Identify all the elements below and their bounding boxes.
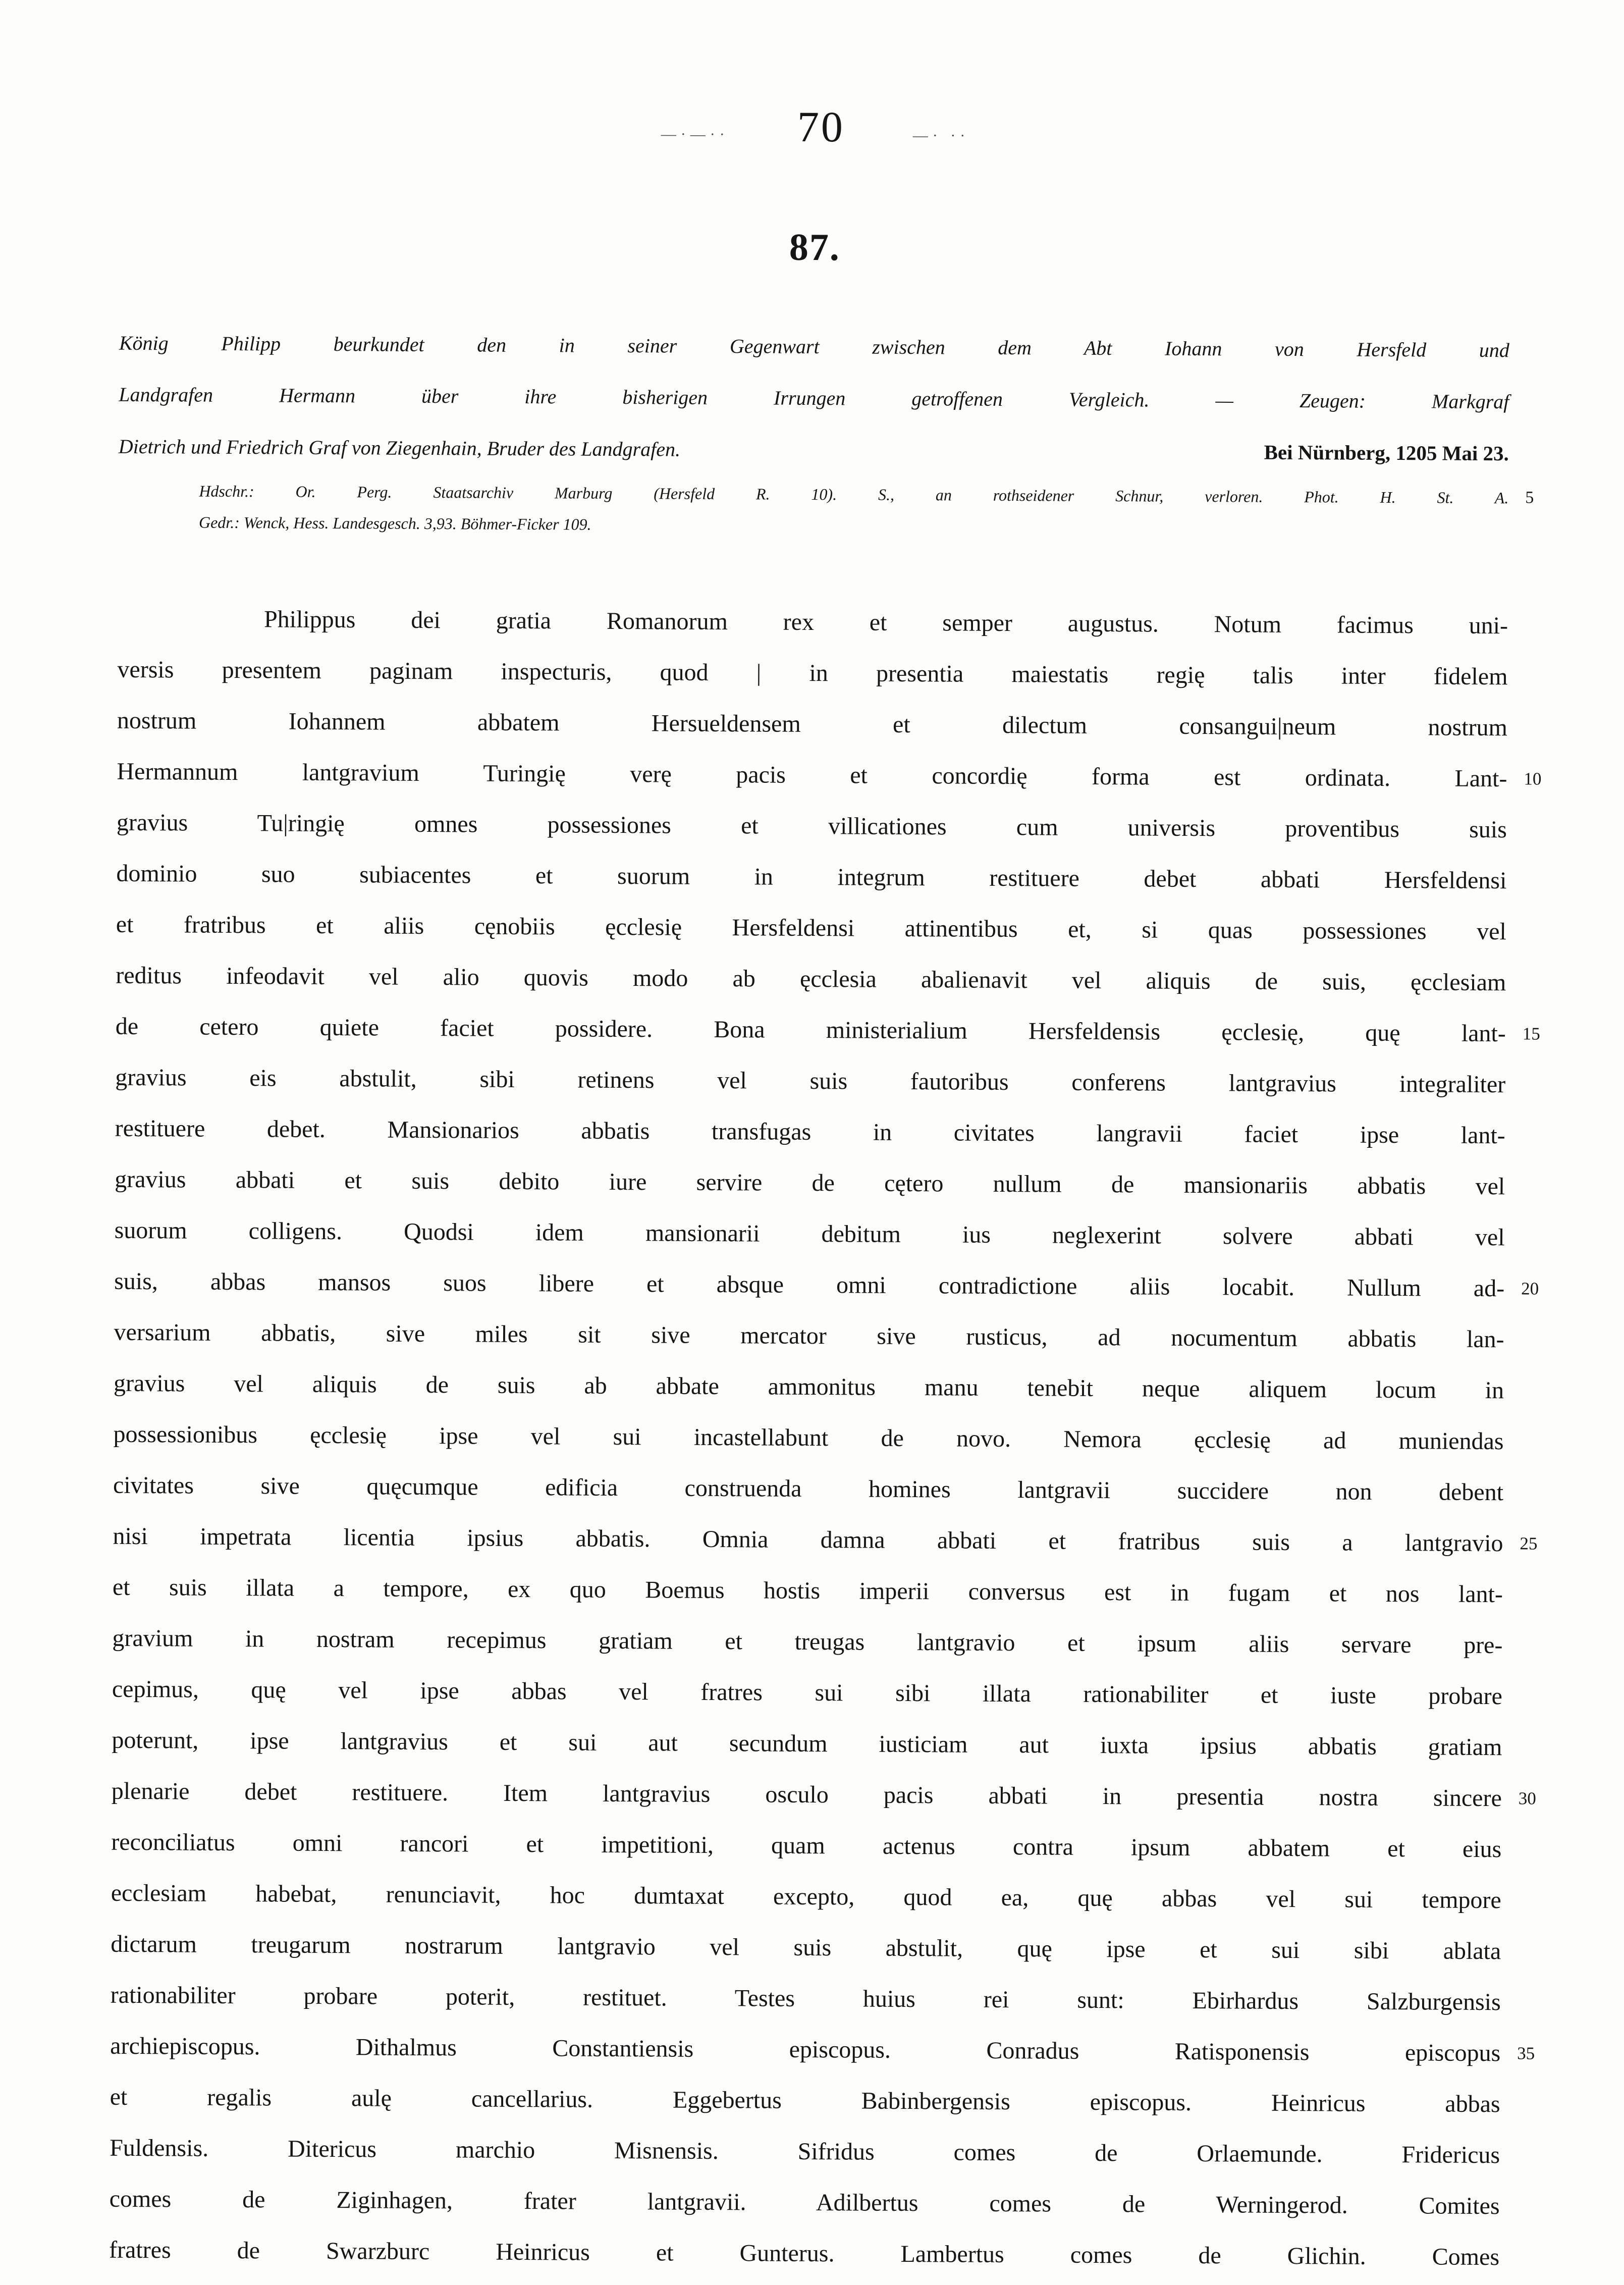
charter-line: nostrum Iohannem abbatem Hersueldensem et dilectum consangui|neum nostrum — [117, 707, 1508, 741]
charter-line: gravius abbati et suis debito iure servire de cętero nullum de mansionariis abbatis vel — [115, 1165, 1505, 1200]
margin-line-number: 5 — [1525, 488, 1534, 507]
charter-line: comes de Ziginhagen, frater lantgravii. Adilbertus comes de Werningerod. Comites — [109, 2185, 1500, 2220]
margin-line-number: 15 — [1522, 1024, 1540, 1044]
charter-line: suis, abbas mansos suos libere et absque omni contradictione aliis locabit. Nullum ad- — [114, 1267, 1505, 1302]
charter-line: rationabiliter probare poterit, restituet. Testes huius rei sunt: Ebirhardus Salzburgensis — [110, 1981, 1501, 2016]
charter-line: fratres de Swarzburc Heinricus et Gunterus. Lambertus comes de Glichin. Comes — [109, 2236, 1500, 2271]
headnote-witnesses: Dietrich und Friedrich Graf von Ziegenhain, Bruder des Landgrafen. — [118, 435, 681, 461]
charter-line: ecclesiam habebat, renunciavit, hoc dumtaxat excepto, quod ea, quę abbas vel sui tempore — [111, 1879, 1501, 1914]
charter-line: possessionibus ęcclesię ipse vel sui incastellabunt de novo. Nemora ęcclesię ad muniendas — [113, 1420, 1504, 1455]
charter-line: plenarie debet restituere. Item lantgravius osculo pacis abbati in presentia nostra sincere — [111, 1777, 1502, 1812]
charter-line: gravius vel aliquis de suis ab abbate ammonitus manu tenebit neque aliquem locum in — [113, 1369, 1504, 1404]
charter-line: et suis illata a tempore, ex quo Boemus hostis imperii conversus est in fugam et nos lant- — [112, 1573, 1503, 1608]
charter-line: reconciliatus omni rancori et impetitioni, quam actenus contra ipsum abbatem et eius — [111, 1828, 1502, 1863]
charter-line: dominio suo subiacentes et suorum in integrum restituere debet abbati Hersfeldensi — [116, 860, 1507, 894]
scan-artifact-right: —· ·· — [912, 127, 970, 144]
charter-line: suorum colligens. Quodsi idem mansionarii debitum ius neglexerint solvere abbati vel — [114, 1216, 1505, 1251]
charter-line: dictarum treugarum nostrarum lantgravio vel suis abstulit, quę ipse et sui sibi ablata — [111, 1930, 1501, 1965]
charter-line: Philippus dei gratia Romanorum rex et semper augustus. Notum facimus uni- — [263, 606, 1508, 640]
charter-line: gravius Tu|ringię omnes possessiones et villicationes cum universis proventibus suis — [116, 809, 1507, 843]
charter-line: versarium abbatis, sive miles sit sive mercator sive rusticus, ad nocumentum abbatis lan- — [114, 1318, 1504, 1353]
margin-line-number: 35 — [1517, 2043, 1535, 2063]
margin-line-number: 10 — [1524, 769, 1542, 789]
charter-line: gravius eis abstulit, sibi retinens vel suis fautoribus conferens lantgravius integraliter — [115, 1064, 1506, 1098]
headnote-date: Bei Nürnberg, 1205 Mai 23. — [1264, 440, 1509, 465]
headnote-line — [119, 420, 1509, 479]
source-line-printed: Gedr.: Wenck, Hess. Landesgesch. 3,93. Böhmer-Ficker 109. — [198, 513, 591, 534]
charter-line: archiepiscopus. Dithalmus Constantiensis episcopus. Conradus Ratisponensis episcopus — [110, 2032, 1501, 2067]
margin-line-number: 30 — [1518, 1788, 1536, 1809]
scan-artifact-left: —·—·· — [661, 126, 729, 143]
charter-text — [109, 593, 1542, 2282]
charter-line: nisi impetrata licentia ipsius abbatis. Omnia damna abbati et fratribus suis a lantgravio — [113, 1522, 1503, 1557]
running-head — [120, 101, 1510, 152]
charter-line: gravium in nostram recepimus gratiam et treugas lantgravio et ipsum aliis servare pre- — [112, 1624, 1503, 1659]
charter-line: et fratribus et aliis cęnobiis ęcclesię Hersfeldensi attinentibus et, si quas possessiones vel — [116, 911, 1506, 945]
entry-number: 87. — [789, 226, 841, 269]
charter-line: poterunt, ipse lantgravius et sui aut secundum iusticiam aut iuxta ipsius abbatis gratiam — [112, 1726, 1502, 1761]
charter-line: et regalis aulę cancellarius. Eggebertus Babinbergensis episcopus. Heinricus abbas — [110, 2083, 1500, 2118]
margin-line-number: 20 — [1521, 1279, 1539, 1299]
charter-line: Fuldensis. Ditericus marchio Misnensis. Sifridus comes de Orlaemunde. Fridericus — [110, 2134, 1500, 2169]
margin-line-number: 25 — [1520, 1533, 1538, 1554]
charter-line: reditus infeodavit vel alio quovis modo ab ęcclesia abalienavit vel aliquis de suis, ęcclesiam — [116, 962, 1506, 996]
page-number: 70 — [797, 102, 845, 151]
charter-line: cepimus, quę vel ipse abbas vel fratres sui sibi illata rationabiliter et iuste probare — [112, 1675, 1503, 1710]
source-line-manuscript: Hdschr.: Or. Perg. Staatsarchiv Marburg (Hersfeld R. 10). S., an rothseidener Schnur, verloren. Phot. H. St. A. — [199, 482, 1509, 507]
charter-line: de cetero quiete faciet possidere. Bona ministerialium Hersfeldensis ęcclesię, quę lant- — [115, 1013, 1506, 1047]
source-note — [118, 475, 1534, 545]
charter-line: Hermannum lantgravium Turingię verę pacis et concordię forma est ordinata. Lant- — [117, 758, 1507, 792]
headnote-line: König Philipp beurkundet den in seiner Gegenwart zwischen dem Abt Iohann von Hersfeld und — [119, 331, 1509, 362]
headnote-line: Landgrafen Hermann über ihre bisherigen Irrungen getroffenen Vergleich. — Zeugen: Markgraf — [119, 383, 1509, 413]
charter-line: civitates sive quęcumque edificia construenda homines lantgravii succidere non debent — [113, 1471, 1504, 1506]
headnote — [119, 317, 1510, 479]
charter-line: restituere debet. Mansionarios abbatis transfugas in civitates langravii faciet ipse lant- — [115, 1114, 1505, 1149]
charter-line: versis presentem paginam inspecturis, quod | in presentia maiestatis regię talis inter fidelem — [117, 656, 1508, 690]
